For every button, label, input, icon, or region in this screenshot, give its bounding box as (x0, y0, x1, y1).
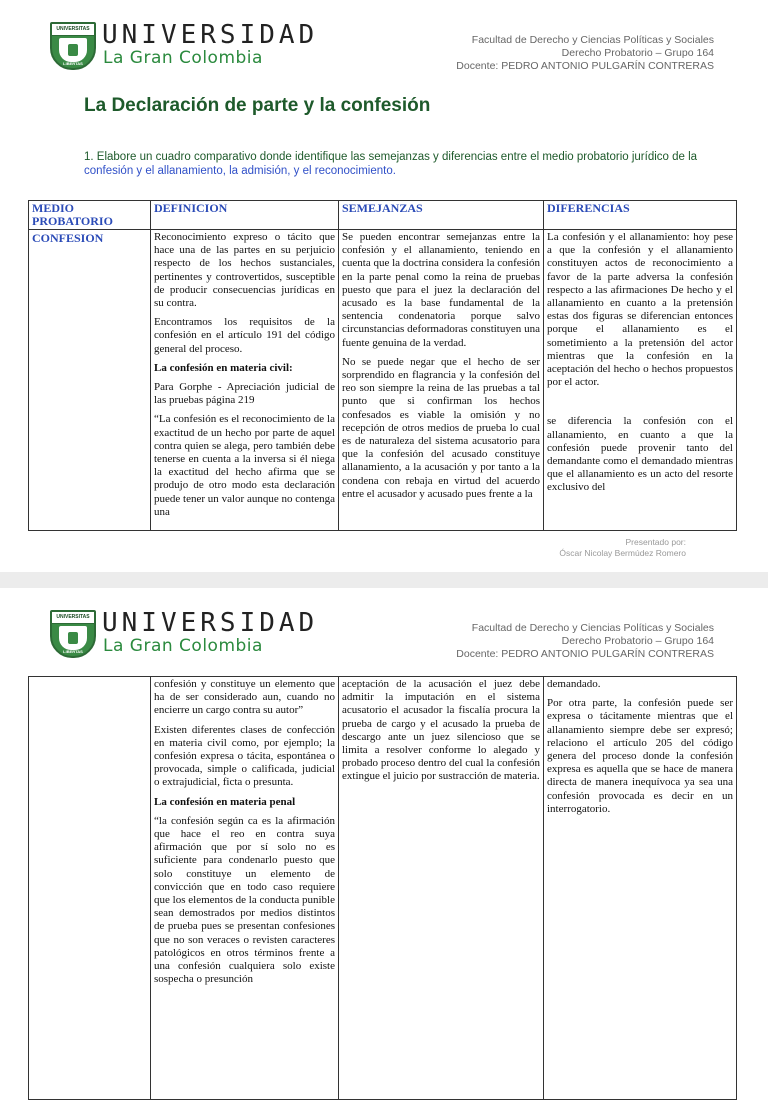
question-text (84, 150, 724, 178)
university-logo (50, 20, 319, 72)
definicion-paragraph: Para Gorphe - Apreciación judicial de las pruebas página 219 (154, 381, 335, 407)
table-row (29, 230, 737, 531)
row-label-cell (29, 677, 151, 1100)
semejanzas-paragraph: aceptación de la acusación el juez debe admitir la imputación en el sistema acusatorio el acusador la fiscalía procura la prueba de cargo y el acusado la prueba de descargo ante un juez silencioso que se limita a resolver conforme lo alegado y probado proceso dentro del cual la confesión extingue el juicio por sustracción de materia. (342, 678, 540, 783)
header-medio-probatorio: MEDIO PROBATORIO (29, 201, 151, 230)
row-label-cell (29, 230, 151, 531)
page-separator (0, 572, 768, 588)
diferencias-paragraph: Por otra parte, la confesión puede ser expresa o tácitamente mientras que el allanamiento siempre debe ser expresó; relaciono el artículo 205 del código genera del proceso donde la confesión expresa es aquella que se hace de manera directa de manera inequívoca ya sea una confesión provocada es decir en un interrogatorio. (547, 697, 733, 815)
definicion-paragraph: “La confesión es el reconocimiento de la exactitud de un hecho por parte de aquel contra quien se alega, pero también debe tenerse en cuenta a la inversa si él niega la exactitud del hecho afirma que se produjo de otro modo esta declaración puede tener un valor aunque no contenga una (154, 413, 335, 518)
semejanzas-paragraph: No se puede negar que el hecho de ser sorprendido en flagrancia y la confesión del reo son siempre la reina de las pruebas a tal punto que si confirman los hechos confesados es viable la omisión y no recepción de otros medios de prueba lo cual es de naturaleza del sistema acusatorio para que la confesión del acusado constituye allanamiento, a la acusación y por tanto a la condena con rebaja en virtud del acuerdo entre el acusador y acusado pues frente a la (342, 355, 540, 500)
semejanzas-cell (339, 230, 544, 531)
diferencias-paragraph: se diferencia la confesión con el allanamiento, en cuanto a que la confesión puede provenir tanto del demandante como el demandado mientras que el allanamiento es un acto del resorte exclusivo del (547, 415, 733, 494)
row-label: CONFESION (32, 231, 104, 245)
definicion-cell (151, 230, 339, 531)
university-shield-icon (50, 22, 96, 70)
definicion-paragraph: Existen diferentes clases de confección en materia civil como, por ejemplo; la confesión expresa o tácita, espontánea o provocada, simple o calificada, judicial o extrajudicial, ficta o presunta. (154, 723, 335, 789)
university-logo (50, 608, 319, 660)
header-semejanzas: SEMEJANZAS (339, 201, 544, 230)
course-header (456, 34, 714, 73)
shield-foot-text: LIBERTAS (63, 61, 83, 66)
teacher-name: Docente: PEDRO ANTONIO PULGARÍN CONTRERAS (456, 60, 714, 72)
definicion-paragraph: Reconocimiento expreso o tácito que hace una de las partes en su perjuicio respecto de los hechos sustanciales, pertinentes y controvertidos, susceptible de producir consecuencias jurídicas en su contra. (154, 231, 335, 310)
logo-subtitle: La Gran Colombia (103, 636, 263, 656)
faculty-name: Facultad de Derecho y Ciencias Políticas y Sociales (471, 34, 714, 46)
table-header-row (29, 201, 737, 230)
logo-wordmark: UNIVERSIDAD (102, 20, 319, 50)
document-title: La Declaración de parte y la confesión (84, 95, 431, 116)
header-definicion: DEFINICION (151, 201, 339, 230)
faculty-name: Facultad de Derecho y Ciencias Políticas y Sociales (471, 622, 714, 634)
presenter-footer (559, 537, 686, 559)
logo-wordmark: UNIVERSIDAD (102, 608, 319, 638)
presented-by-label: Presentado por: (625, 537, 686, 547)
logo-subtitle: La Gran Colombia (103, 48, 263, 68)
question-prefix: 1. Elabore un cuadro comparativo donde identifique las semejanzas y diferencias entre el medio probatorio jurídico de la (84, 151, 698, 163)
course-header (456, 622, 714, 661)
course-name: Derecho Probatorio – Grupo 164 (561, 47, 714, 59)
university-shield-icon (50, 610, 96, 658)
author-name: Óscar Nicolay Bermúdez Romero (559, 548, 686, 558)
definicion-paragraph: Encontramos los requisitos de la confesión en el artículo 191 del código general del proceso. (154, 316, 335, 355)
definicion-subheading: La confesión en materia civil: (154, 361, 293, 374)
header-diferencias: DIFERENCIAS (544, 201, 737, 230)
definicion-cell (151, 677, 339, 1100)
question-highlight: confesión y el allanamiento, la admisión, y el reconocimiento. (84, 165, 396, 177)
teacher-name: Docente: PEDRO ANTONIO PULGARÍN CONTRERAS (456, 648, 714, 660)
semejanzas-cell (339, 677, 544, 1100)
diferencias-cell (544, 677, 737, 1100)
shield-foot-text: LIBERTAS (63, 649, 83, 654)
diferencias-paragraph: demandado. (547, 678, 601, 690)
diferencias-paragraph: La confesión y el allanamiento: hoy pese a que la confesión y el allanamiento constituyen actos de reconocimiento a favor de la parte adversa la confesión respecto a las afirmaciones De hecho y el allanamiento en cuanto a la pretensión estas dos figuras se diferencian entonces porque el allanamiento es el sometimiento a la pretensión del actor mientras que la confesión en la aceptación del hecho o hechos propuestos por el actor. (547, 231, 733, 389)
shield-band-text: UNIVERSITAS (52, 24, 94, 36)
diferencias-cell (544, 230, 737, 531)
shield-band-text: UNIVERSITAS (52, 612, 94, 624)
comparison-table (28, 200, 737, 531)
semejanzas-paragraph: Se pueden encontrar semejanzas entre la confesión y el allanamiento, teniendo en cuenta que la doctrina considera la confesión en la parte penal como la reina de pruebas puesto que para el juez la declaración del acusado es la base fundamental de la sentencia condenatoria porque salvo circunstancias deformadoras constituyen una fuente genuina de la verdad. (342, 231, 540, 349)
comparison-table-continued (28, 676, 737, 1100)
definicion-paragraph: confesión y constituye un elemento que ha de ser considerado aun, cuando no encierre un cargo contra su autor” (154, 678, 335, 717)
table-row (29, 677, 737, 1100)
course-name: Derecho Probatorio – Grupo 164 (561, 635, 714, 647)
definicion-subheading: La confesión en materia penal (154, 795, 296, 808)
definicion-paragraph: “la confesión según ca es la afirmación que hace el reo en contra suya afirmación que por sí solo no es suficiente para condenarlo puesto que solo constituye un elemento de convicción que en todo caso requiere que los elementos de la conducta punible sean demostrados por medios distintos de prueba pues se presentan confesiones que no son veraces o revisten caracteres patológicos en otros términos frente a una confesión cualquiera solo existe sospecha o presunción (154, 814, 335, 986)
